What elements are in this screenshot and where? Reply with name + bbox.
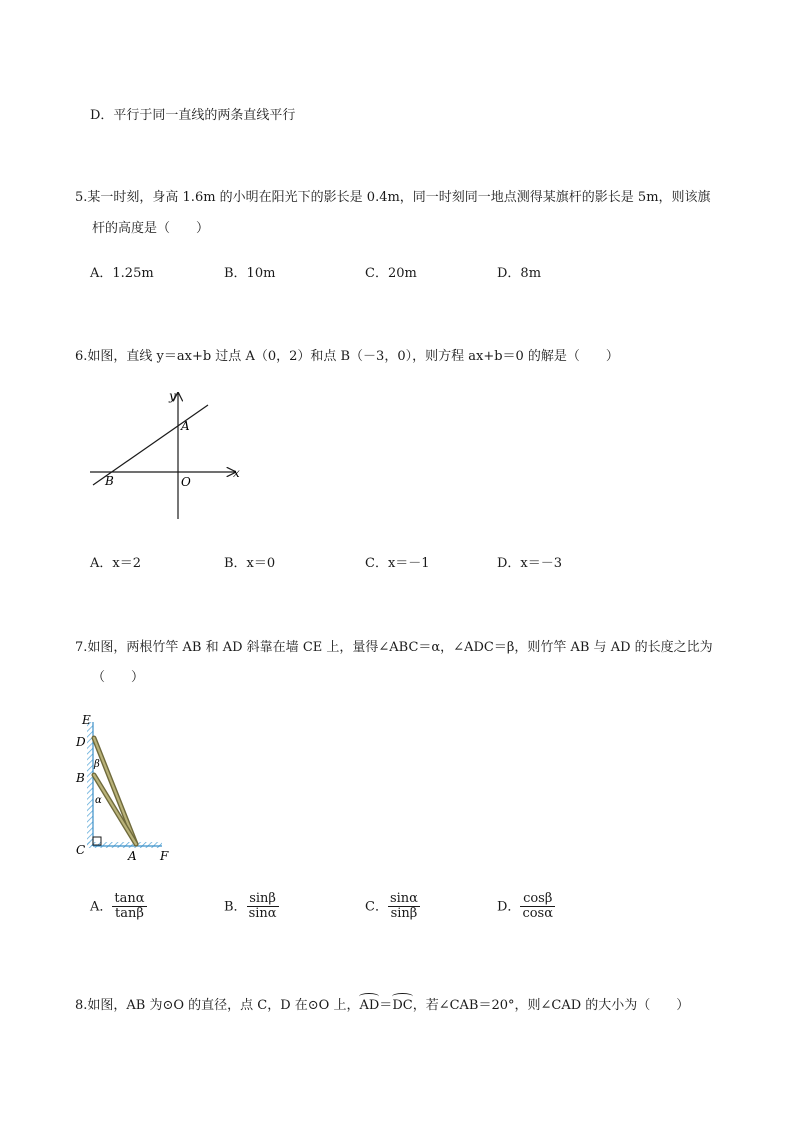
numerator: tanα [114,891,145,906]
q6-coordinate-figure [85,385,250,525]
y-axis-label: y [169,389,176,403]
option-letter: A． [90,899,113,915]
q7-option-d [497,892,555,922]
q5-stem-line2: 杆的高度是（ ） [92,221,210,236]
q6-option-b: B．x＝0 [224,556,276,571]
x-axis-label: x [233,466,240,480]
q6-option-c: C．x＝－1 [365,556,430,571]
denominator: cosα [522,906,553,922]
point-b-label: B [76,771,85,785]
q5-stem-line1: 5.某一时刻，身高 1.6m 的小明在阳光下的影长是 0.4m，同一时刻同一地点测得某旗杆的影长是 5m，则该旗 [75,190,711,205]
point-d-label: D [76,735,86,749]
q5-option-d: D．8m [497,266,542,281]
option-letter: D． [497,899,521,915]
q8-stem [75,994,689,1013]
q6-option-d: D．x＝－3 [497,556,563,571]
wall-hatch [87,722,93,846]
line-y-ax-b [93,405,208,485]
q6-option-a: A．x＝2 [90,556,141,571]
q5-option-a: A．1.25m [90,266,154,281]
q8-stem-part1: 8.如图，AB 为⊙O 的直径，点 C，D 在⊙O 上， [75,998,360,1013]
q5-option-b: B．10m [224,266,276,281]
denominator: sinα [248,906,277,922]
q7-stem-line1: 7.如图，两根竹竿 AB 和 AD 斜靠在墙 CE 上，量得∠ABC＝α，∠ADC＝β，则竹竿 AB 与 AD 的长度之比为 [75,640,713,655]
q7-option-c [365,892,420,922]
point-c-label: C [76,843,86,857]
point-a-label: A [128,849,137,863]
bamboo-ad-highlight [94,738,136,844]
equals-sign: ＝ [379,998,393,1013]
q8-stem-part2: ，若∠CAB＝20°，则∠CAD 的大小为（ ） [412,998,690,1013]
point-a-label: A [181,419,190,433]
q7-stem-line2: （ ） [92,670,145,685]
option-letter: C． [365,899,388,915]
q7-option-b [224,892,279,922]
point-e-label: E [82,713,91,727]
q5-option-c: C．20m [365,266,417,281]
fraction [388,892,420,922]
arc-dc: DC [392,995,412,1013]
numerator: sinα [389,891,418,906]
q6-stem: 6.如图，直线 y＝ax+b 过点 A（0，2）和点 B（－3，0），则方程 ax+b＝0 的解是（ ） [75,349,619,364]
angle-beta-label: β [94,759,100,770]
option-letter: B． [224,899,247,915]
fraction [247,892,279,922]
numerator: cosβ [520,892,555,907]
point-f-label: F [160,849,169,863]
numerator: sinβ [247,892,279,907]
q4-option-d: D．平行于同一直线的两条直线平行 [90,108,296,123]
arc-ad: AD [359,995,379,1013]
fraction [520,892,555,922]
q7-option-a [90,892,147,922]
angle-alpha-label: α [95,795,102,806]
fraction [112,892,146,922]
q7-bamboo-figure [72,712,182,864]
denominator: tanβ [115,906,144,922]
denominator: sinβ [390,906,418,922]
point-b-label: B [105,474,114,488]
origin-label: O [181,475,191,489]
